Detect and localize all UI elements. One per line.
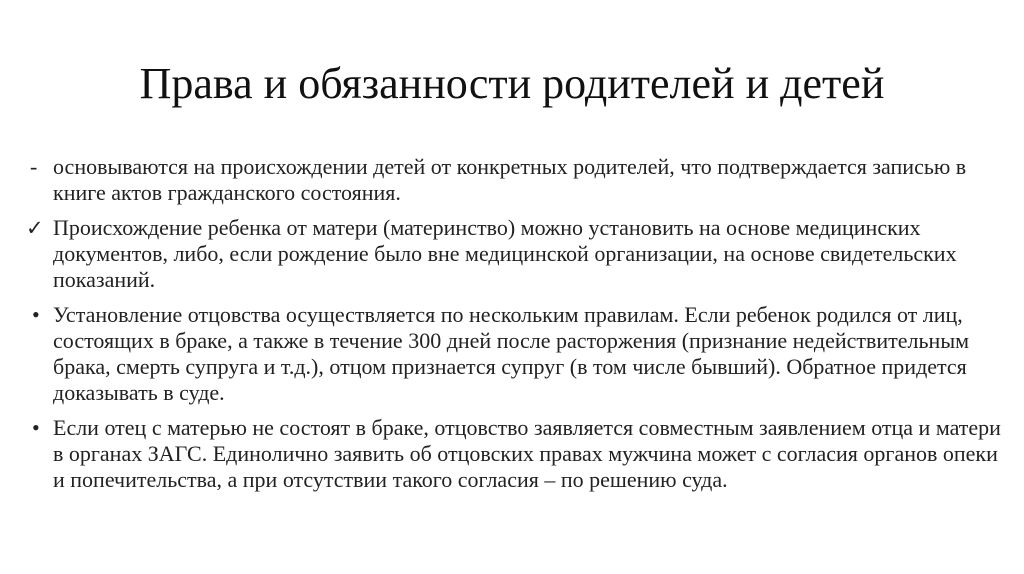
dash-marker: - [30,154,38,179]
list-item-bullet [26,415,1001,493]
slide-content-list [26,154,1001,502]
bullet-marker: • [32,415,40,440]
list-item-dash [26,154,1001,206]
check-icon: ✓ [26,216,44,240]
list-item-bullet [26,302,1001,406]
list-item-text: Если отец с матерью не состоят в браке, отцовство заявляется совместным заявлением отца и матери в органах ЗАГС. Единолично заявить об отцовских правах мужчина может с согласия органов опеки и попечительства, а при отсутствии такого согласия – по решению суда. [53,415,1001,492]
slide-title: Права и обязанности родителей и детей [139,59,885,108]
list-item-text: Установление отцовства осуществляется по нескольким правилам. Если ребенок родился от лиц, состоящих в браке, а также в течение 300 дней после расторжения (признание недействительным брака, смерть супруга и т.д.), отцом признается супруг (в том числе бывший). Обратное придется доказывать в суде. [53,302,970,405]
list-item-text: Происхождение ребенка от матери (материнство) можно установить на основе медицинских документов, либо, если рождение было вне медицинской организации, на основе свидетельских показаний. [53,215,957,292]
list-item-check [26,215,1001,293]
bullet-marker: • [32,302,40,327]
list-item-text: основываются на происхождении детей от конкретных родителей, что подтверждается записью в книге актов гражданского состояния. [53,154,967,205]
